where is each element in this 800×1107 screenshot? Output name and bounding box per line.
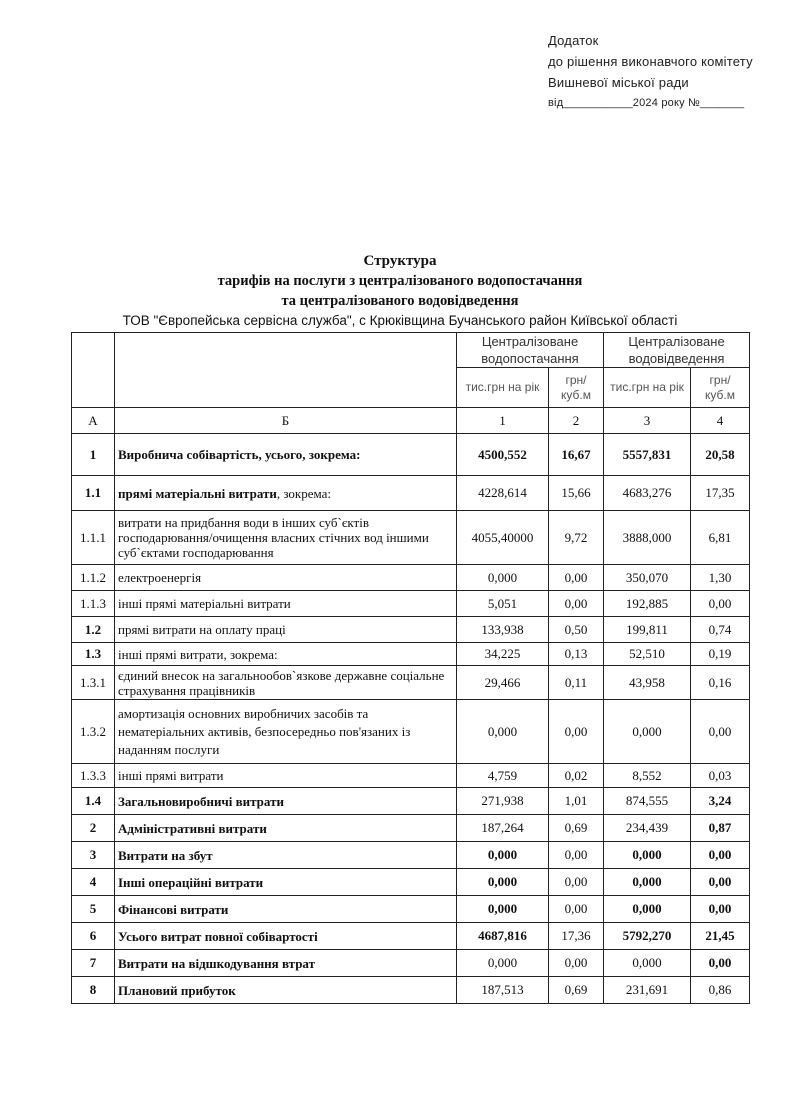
addendum-block: [548, 30, 753, 114]
table-row: [72, 896, 750, 923]
row-number: 1: [72, 434, 115, 476]
row-number: 1.1.1: [72, 511, 115, 565]
title-line-1: Структура: [363, 253, 437, 269]
value-drainage-thousand: 199,811: [604, 617, 691, 643]
value-supply-thousand: 5,051: [457, 591, 549, 617]
row-label: амортизація основних виробничих засобів та нематеріальних активів, безпосередньо пов'язаних із наданням послуги: [115, 700, 457, 764]
header-row-groups: [72, 333, 750, 368]
value-supply-per-m3: 0,00: [549, 842, 604, 869]
value-supply-per-m3: 0,00: [549, 896, 604, 923]
value-supply-thousand: 0,000: [457, 950, 549, 977]
header-col-b: Б: [115, 408, 457, 434]
row-label: Фінансові витрати: [115, 896, 457, 923]
value-supply-per-m3: 0,69: [549, 977, 604, 1004]
value-supply-thousand: 0,000: [457, 565, 549, 591]
row-label: Адміністративні витрати: [115, 815, 457, 842]
table-row: [72, 643, 750, 666]
row-number: 5: [72, 896, 115, 923]
table-row: [72, 815, 750, 842]
value-drainage-per-m3: 0,74: [691, 617, 750, 643]
value-drainage-thousand: 0,000: [604, 896, 691, 923]
value-supply-thousand: 271,938: [457, 788, 549, 815]
row-number: 1.3.2: [72, 700, 115, 764]
table-row: [72, 434, 750, 476]
value-supply-thousand: 187,513: [457, 977, 549, 1004]
value-drainage-per-m3: 0,86: [691, 977, 750, 1004]
header-blank-b: [115, 333, 457, 408]
value-drainage-thousand: 3888,000: [604, 511, 691, 565]
value-drainage-per-m3: 0,00: [691, 950, 750, 977]
header-water-drainage: Централізоване водовідведення: [604, 333, 750, 368]
row-number: 8: [72, 977, 115, 1004]
table-row: [72, 842, 750, 869]
value-supply-thousand: 0,000: [457, 896, 549, 923]
row-label: електроенергія: [115, 565, 457, 591]
organization-line: ТОВ "Європейська сервісна служба", с Крюківщина Бучанського район Київської області: [122, 313, 678, 328]
value-drainage-per-m3: 0,00: [691, 700, 750, 764]
value-drainage-thousand: 5792,270: [604, 923, 691, 950]
value-supply-per-m3: 9,72: [549, 511, 604, 565]
row-label: [115, 476, 457, 511]
table-row: [72, 591, 750, 617]
value-supply-thousand: 133,938: [457, 617, 549, 643]
value-supply-per-m3: 15,66: [549, 476, 604, 511]
table-row: [72, 788, 750, 815]
value-supply-thousand: 4228,614: [457, 476, 549, 511]
value-supply-thousand: 29,466: [457, 666, 549, 700]
table-row: [72, 476, 750, 511]
row-number: 1.1.2: [72, 565, 115, 591]
table-row: [72, 666, 750, 700]
value-drainage-per-m3: 0,00: [691, 591, 750, 617]
value-supply-thousand: 34,225: [457, 643, 549, 666]
table-row: [72, 617, 750, 643]
row-label: витрати на придбання води в інших суб`єктів господарювання/очищення власних стічних вод іншими суб`єктами господарювання: [115, 511, 457, 565]
header-col-a: А: [72, 408, 115, 434]
tariff-structure-table: [71, 332, 750, 1004]
value-drainage-thousand: 0,000: [604, 869, 691, 896]
value-drainage-thousand: 874,555: [604, 788, 691, 815]
row-number: 7: [72, 950, 115, 977]
row-number: 6: [72, 923, 115, 950]
table-row: [72, 923, 750, 950]
table-row: [72, 950, 750, 977]
title-line-3: та централізованого водовідведення: [281, 293, 519, 309]
row-label: єдиний внесок на загальнообов`язкове державне соціальне страхування працівників: [115, 666, 457, 700]
value-drainage-per-m3: 0,03: [691, 764, 750, 788]
value-supply-per-m3: 0,11: [549, 666, 604, 700]
value-supply-per-m3: 0,00: [549, 591, 604, 617]
title-line-2: тарифів на послуги з централізованого водопостачання: [217, 273, 583, 289]
value-drainage-thousand: 4683,276: [604, 476, 691, 511]
row-label: інші прямі витрати, зокрема:: [115, 643, 457, 666]
row-number: 1.3.1: [72, 666, 115, 700]
value-drainage-thousand: 350,070: [604, 565, 691, 591]
value-drainage-thousand: 0,000: [604, 842, 691, 869]
value-drainage-per-m3: 1,30: [691, 565, 750, 591]
row-label: Виробнича собівартість, усього, зокрема:: [115, 434, 457, 476]
value-supply-thousand: 0,000: [457, 700, 549, 764]
value-drainage-per-m3: 20,58: [691, 434, 750, 476]
value-drainage-per-m3: 17,35: [691, 476, 750, 511]
value-supply-thousand: 4055,40000: [457, 511, 549, 565]
row-number: 1.3.3: [72, 764, 115, 788]
value-drainage-per-m3: 21,45: [691, 923, 750, 950]
value-drainage-thousand: 234,439: [604, 815, 691, 842]
header-water-supply: Централізоване водопостачання: [457, 333, 604, 368]
addendum-line-3: Вишневої міської ради: [548, 75, 689, 90]
value-drainage-thousand: 43,958: [604, 666, 691, 700]
value-drainage-thousand: 0,000: [604, 950, 691, 977]
header-unit-thousand-supply: тис.грн на рік: [457, 368, 549, 408]
value-supply-per-m3: 0,02: [549, 764, 604, 788]
value-supply-per-m3: 0,13: [549, 643, 604, 666]
row-number: 1.1: [72, 476, 115, 511]
header-unit-m3-drainage: грн/ куб.м: [691, 368, 750, 408]
row-label: інші прямі витрати: [115, 764, 457, 788]
addendum-line-4: від___________2024 року №_______: [548, 97, 745, 109]
row-label: Усього витрат повної собівартості: [115, 923, 457, 950]
value-supply-per-m3: 0,00: [549, 869, 604, 896]
header-row-letters: [72, 408, 750, 434]
value-supply-per-m3: 0,00: [549, 950, 604, 977]
header-col-4: 4: [691, 408, 750, 434]
value-supply-thousand: 4500,552: [457, 434, 549, 476]
value-supply-per-m3: 0,50: [549, 617, 604, 643]
value-drainage-per-m3: 0,00: [691, 842, 750, 869]
row-label: Плановий прибуток: [115, 977, 457, 1004]
value-supply-per-m3: 0,00: [549, 700, 604, 764]
value-drainage-thousand: 231,691: [604, 977, 691, 1004]
value-supply-thousand: 0,000: [457, 869, 549, 896]
value-drainage-per-m3: 0,87: [691, 815, 750, 842]
header-unit-m3-supply: грн/ куб.м: [549, 368, 604, 408]
row-label: Витрати на відшкодування втрат: [115, 950, 457, 977]
value-supply-per-m3: 17,36: [549, 923, 604, 950]
addendum-line-2: до рішення виконавчого комітету: [548, 54, 753, 69]
header-blank-a: [72, 333, 115, 408]
value-drainage-thousand: 192,885: [604, 591, 691, 617]
row-label-rest: , зокрема:: [276, 485, 332, 501]
row-label: Витрати на збут: [115, 842, 457, 869]
value-supply-thousand: 4687,816: [457, 923, 549, 950]
header-unit-thousand-drainage: тис.грн на рік: [604, 368, 691, 408]
row-label: Загальновиробничі витрати: [115, 788, 457, 815]
row-number: 2: [72, 815, 115, 842]
value-drainage-per-m3: 0,00: [691, 896, 750, 923]
header-col-3: 3: [604, 408, 691, 434]
table-row: [72, 869, 750, 896]
row-number: 1.4: [72, 788, 115, 815]
value-drainage-per-m3: 0,19: [691, 643, 750, 666]
table-row: [72, 565, 750, 591]
value-supply-thousand: 187,264: [457, 815, 549, 842]
table-row: [72, 977, 750, 1004]
row-number: 4: [72, 869, 115, 896]
value-supply-per-m3: 0,69: [549, 815, 604, 842]
table-row: [72, 700, 750, 764]
table-row: [72, 764, 750, 788]
header-col-1: 1: [457, 408, 549, 434]
row-label: прямі витрати на оплату праці: [115, 617, 457, 643]
value-drainage-per-m3: 0,00: [691, 869, 750, 896]
row-number: 1.3: [72, 643, 115, 666]
value-drainage-thousand: 5557,831: [604, 434, 691, 476]
row-number: 1.1.3: [72, 591, 115, 617]
value-drainage-thousand: 0,000: [604, 700, 691, 764]
value-supply-per-m3: 0,00: [549, 565, 604, 591]
value-drainage-per-m3: 0,16: [691, 666, 750, 700]
row-label: інші прямі матеріальні витрати: [115, 591, 457, 617]
row-number: 1.2: [72, 617, 115, 643]
row-label: Інші операційні витрати: [115, 869, 457, 896]
header-col-2: 2: [549, 408, 604, 434]
value-drainage-thousand: 52,510: [604, 643, 691, 666]
value-supply-thousand: 0,000: [457, 842, 549, 869]
value-supply-per-m3: 1,01: [549, 788, 604, 815]
value-drainage-per-m3: 3,24: [691, 788, 750, 815]
value-drainage-thousand: 8,552: [604, 764, 691, 788]
value-drainage-per-m3: 6,81: [691, 511, 750, 565]
table-row: [72, 511, 750, 565]
row-number: 3: [72, 842, 115, 869]
addendum-line-1: Додаток: [548, 33, 599, 48]
row-label-bold: прямі матеріальні витрати: [118, 485, 277, 501]
value-supply-thousand: 4,759: [457, 764, 549, 788]
value-supply-per-m3: 16,67: [549, 434, 604, 476]
